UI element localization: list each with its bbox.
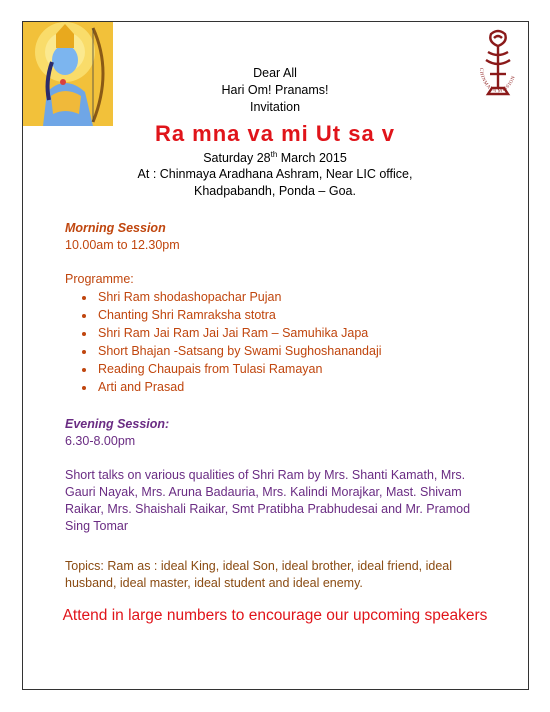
- programme-list: [82, 288, 382, 396]
- closing-message: Attend in large numbers to encourage our upcoming speakers: [62, 607, 488, 624]
- evening-session-time: 6.30-8.00pm: [65, 434, 136, 448]
- date-suffix-ordinal: th: [270, 150, 278, 159]
- greeting: Dear All: [253, 66, 297, 80]
- chinmaya-mission-emblem: [474, 28, 522, 108]
- programme-item: • Arti and Prasad: [96, 378, 382, 396]
- evening-session-heading: Evening Session:: [65, 417, 170, 431]
- emblem-text: CHINMAYA MISSION: [477, 67, 517, 95]
- programme-item: • Shri Ram shodashopachar Pujan: [96, 288, 382, 306]
- salutation: Hari Om! Pranams!: [221, 83, 329, 97]
- lamp-emblem-icon: [474, 28, 522, 108]
- venue-line-2: Khadpabandh, Ponda – Goa.: [194, 184, 356, 198]
- date-prefix: Saturday 28: [203, 151, 271, 166]
- event-date: [100, 150, 450, 165]
- programme-heading: Programme:: [65, 272, 134, 286]
- speakers-paragraph: Short talks on various qualities of Shri Ram by Mrs. Shanti Kamath, Mrs. Gauri Nayak, Mrs. Aruna Badauria, Mrs. Kalindi Morajkar, Mast. Shivam Raikar, Mrs. Shaishali Raikar, Smt Pratibha Prabhudesai and Mr. Pramod Sing Tomar: [65, 468, 471, 533]
- date-month-year: March 2015: [277, 151, 347, 166]
- invitation-label: Invitation: [249, 100, 301, 114]
- event-title: Ra mna va mi Ut sa v: [154, 121, 396, 146]
- morning-session-heading: Morning Session: [65, 221, 166, 235]
- programme-item: • Shri Ram Jai Ram Jai Jai Ram – Samuhika Japa: [96, 324, 382, 342]
- topics-paragraph: Topics: Ram as : ideal King, ideal Son, ideal brother, ideal friend, ideal husband, ideal master, ideal student and ideal enemy.: [65, 559, 453, 590]
- programme-item: • Short Bhajan -Satsang by Swami Sughoshanandaji: [96, 342, 382, 360]
- venue: [100, 166, 450, 200]
- morning-session-time: 10.00am to 12.30pm: [65, 238, 180, 252]
- venue-line-1: At : Chinmaya Aradhana Ashram, Near LIC office,: [137, 167, 413, 181]
- programme-item: • Chanting Shri Ramraksha stotra: [96, 306, 382, 324]
- programme-item: • Reading Chaupais from Tulasi Ramayan: [96, 360, 382, 378]
